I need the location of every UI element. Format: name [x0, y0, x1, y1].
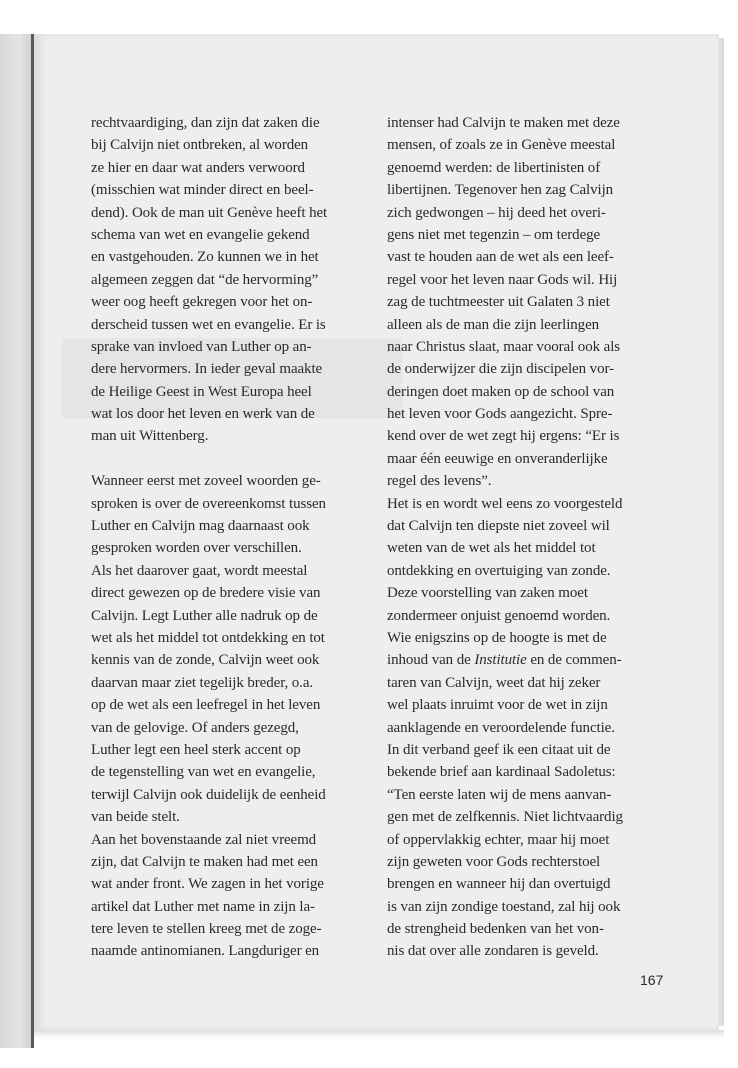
- text-line: algemeen zeggen dat “de hervorming”: [91, 271, 319, 288]
- text-line: Deze voorstelling van zaken moet: [387, 585, 588, 602]
- left-page-edge: [0, 34, 33, 1048]
- text-line: Als het daarover gaat, wordt meestal: [91, 562, 308, 579]
- text-line: Wie enigszins op de hoogte is met de: [387, 629, 607, 646]
- text-line: nis dat over alle zondaren is geveld.: [387, 943, 599, 960]
- text-line: regel voor het leven naar Gods wil. Hij: [387, 271, 618, 288]
- text-line: Calvijn. Legt Luther alle nadruk op de: [91, 607, 318, 624]
- text-line: schema van wet en evangelie gekend: [91, 226, 310, 243]
- text-line: ontdekking en overtuiging van zonde.: [387, 562, 611, 579]
- text-line: en vastgehouden. Zo kunnen we in het: [91, 249, 319, 266]
- text-line: artikel dat Luther met name in zijn la-: [91, 898, 315, 915]
- text-line: Het is en wordt wel eens zo voorgesteld: [387, 495, 623, 512]
- text-line: sproken is over de overeenkomst tussen: [91, 495, 326, 512]
- text-line: zondermeer onjuist genoemd worden.: [387, 607, 611, 624]
- text-line: wel plaats inruimt voor de wet in zijn: [387, 697, 608, 714]
- text-line: wat ander front. We zagen in het vorige: [91, 876, 324, 893]
- left-text-column: [91, 112, 327, 963]
- text-line: taren van Calvijn, weet dat hij zeker: [387, 674, 601, 691]
- italic-title: Institutie: [474, 652, 527, 669]
- text-line: van beide stelt.: [91, 809, 180, 826]
- text-line: tere leven te stellen kreeg met de zoge-: [91, 921, 322, 938]
- text-line: kennis van de zonde, Calvijn weet ook: [91, 652, 320, 669]
- text-line: sprake van invloed van Luther op an-: [91, 338, 312, 355]
- text-line: deringen doet maken op de school van: [387, 383, 615, 400]
- text-line: of oppervlakkig echter, maar hij moet: [387, 831, 610, 848]
- text-line: zijn geweten voor Gods rechterstoel: [387, 853, 601, 870]
- text-line: dat Calvijn ten diepste niet zoveel wil: [387, 518, 610, 535]
- text-line-with-italic: [387, 649, 623, 671]
- text-line: rechtvaardiging, dan zijn dat zaken die: [91, 115, 320, 131]
- text-line: de tegenstelling van wet en evangelie,: [91, 764, 316, 781]
- text-line: Aan het bovenstaande zal niet vreemd: [91, 831, 317, 848]
- paragraph-gap: [91, 448, 327, 470]
- right-text-column: [387, 112, 623, 963]
- text-line: van de gelovige. Of anders gezegd,: [91, 719, 299, 736]
- text-line: wet als het middel tot ontdekking en tot: [91, 629, 325, 646]
- text-line: zag de tuchtmeester uit Galaten 3 niet: [387, 294, 610, 311]
- text-line: weer oog heeft gekregen voor het on-: [91, 294, 313, 311]
- text-line: daarvan maar ziet tegelijk breder, o.a.: [91, 674, 314, 691]
- page-number: 167: [640, 972, 664, 988]
- text-line: bekende brief aan kardinaal Sadoletus:: [387, 764, 616, 781]
- text-line: vast te houden aan de wet als een leef-: [387, 249, 614, 266]
- text-line: ze hier en daar wat anders verwoord: [91, 159, 305, 176]
- text-line: gen met de zelfkennis. Niet lichtvaardig: [387, 809, 623, 826]
- text-line: dend). Ook de man uit Genève heeft het: [91, 204, 328, 221]
- text-segment: inhoud van de: [387, 652, 475, 669]
- text-line: man uit Wittenberg.: [91, 428, 209, 445]
- text-line: Luther en Calvijn mag daarnaast ook: [91, 518, 310, 535]
- text-line: gens niet met tegenzin – om terdege: [387, 226, 601, 243]
- text-line: is van zijn zondige toestand, zal hij ook: [387, 898, 621, 915]
- text-line: maar één eeuwige en onveranderlijke: [387, 450, 608, 467]
- text-line: intenser had Calvijn te maken met deze: [387, 115, 620, 131]
- text-line: direct gewezen op de bredere visie van: [91, 585, 321, 602]
- text-line: wat los door het leven en werk van de: [91, 406, 315, 423]
- text-line: gesproken worden over verschillen.: [91, 540, 302, 557]
- text-line: naar Christus slaat, maar vooral ook als: [387, 338, 621, 355]
- text-line: zijn, dat Calvijn te maken had met een: [91, 853, 318, 870]
- text-line: alleen als de man die zijn leerlingen: [387, 316, 600, 333]
- text-line: op de wet als een leefregel in het leven: [91, 697, 321, 714]
- page-bottom-shadow: [34, 1030, 724, 1038]
- text-line: de onderwijzer die zijn discipelen vor-: [387, 361, 614, 378]
- text-line: de Heilige Geest in West Europa heel: [91, 383, 312, 400]
- text-line: derscheid tussen wet en evangelie. Er is: [91, 316, 326, 333]
- text-line: Luther legt een heel sterk accent op: [91, 741, 301, 758]
- text-line: de strengheid bedenken van het von-: [387, 921, 604, 938]
- text-line: zich gedwongen – hij deed het overi-: [387, 204, 606, 221]
- text-line: regel des levens”.: [387, 473, 492, 490]
- text-segment: en de commen-: [526, 652, 622, 669]
- text-line: kend over de wet zegt hij ergens: “Er is: [387, 428, 620, 445]
- page-right-edge: [718, 38, 724, 1026]
- text-line: het leven voor Gods aangezicht. Spre-: [387, 406, 613, 423]
- text-line: naamde antinomianen. Langduriger en: [91, 943, 320, 960]
- text-line: aanklagende en veroordelende functie.: [387, 719, 615, 736]
- text-line: dere hervormers. In ieder geval maakte: [91, 361, 323, 378]
- text-line: libertijnen. Tegenover hen zag Calvijn: [387, 182, 614, 199]
- text-line: “Ten eerste laten wij de mens aanvan-: [387, 786, 612, 803]
- text-line: (misschien wat minder direct en beel-: [91, 182, 314, 199]
- text-line: Wanneer eerst met zoveel woorden ge-: [91, 473, 321, 490]
- text-line: In dit verband geef ik een citaat uit de: [387, 741, 611, 758]
- text-line: weten van de wet als het middel tot: [387, 540, 596, 557]
- text-line: mensen, of zoals ze in Genève meestal: [387, 137, 616, 154]
- text-line: brengen en wanneer hij dan overtuigd: [387, 876, 611, 893]
- text-line: genoemd werden: de libertinisten of: [387, 159, 601, 176]
- text-line: terwijl Calvijn ook duidelijk de eenheid: [91, 786, 326, 803]
- text-line: bij Calvijn niet ontbreken, al worden: [91, 137, 309, 154]
